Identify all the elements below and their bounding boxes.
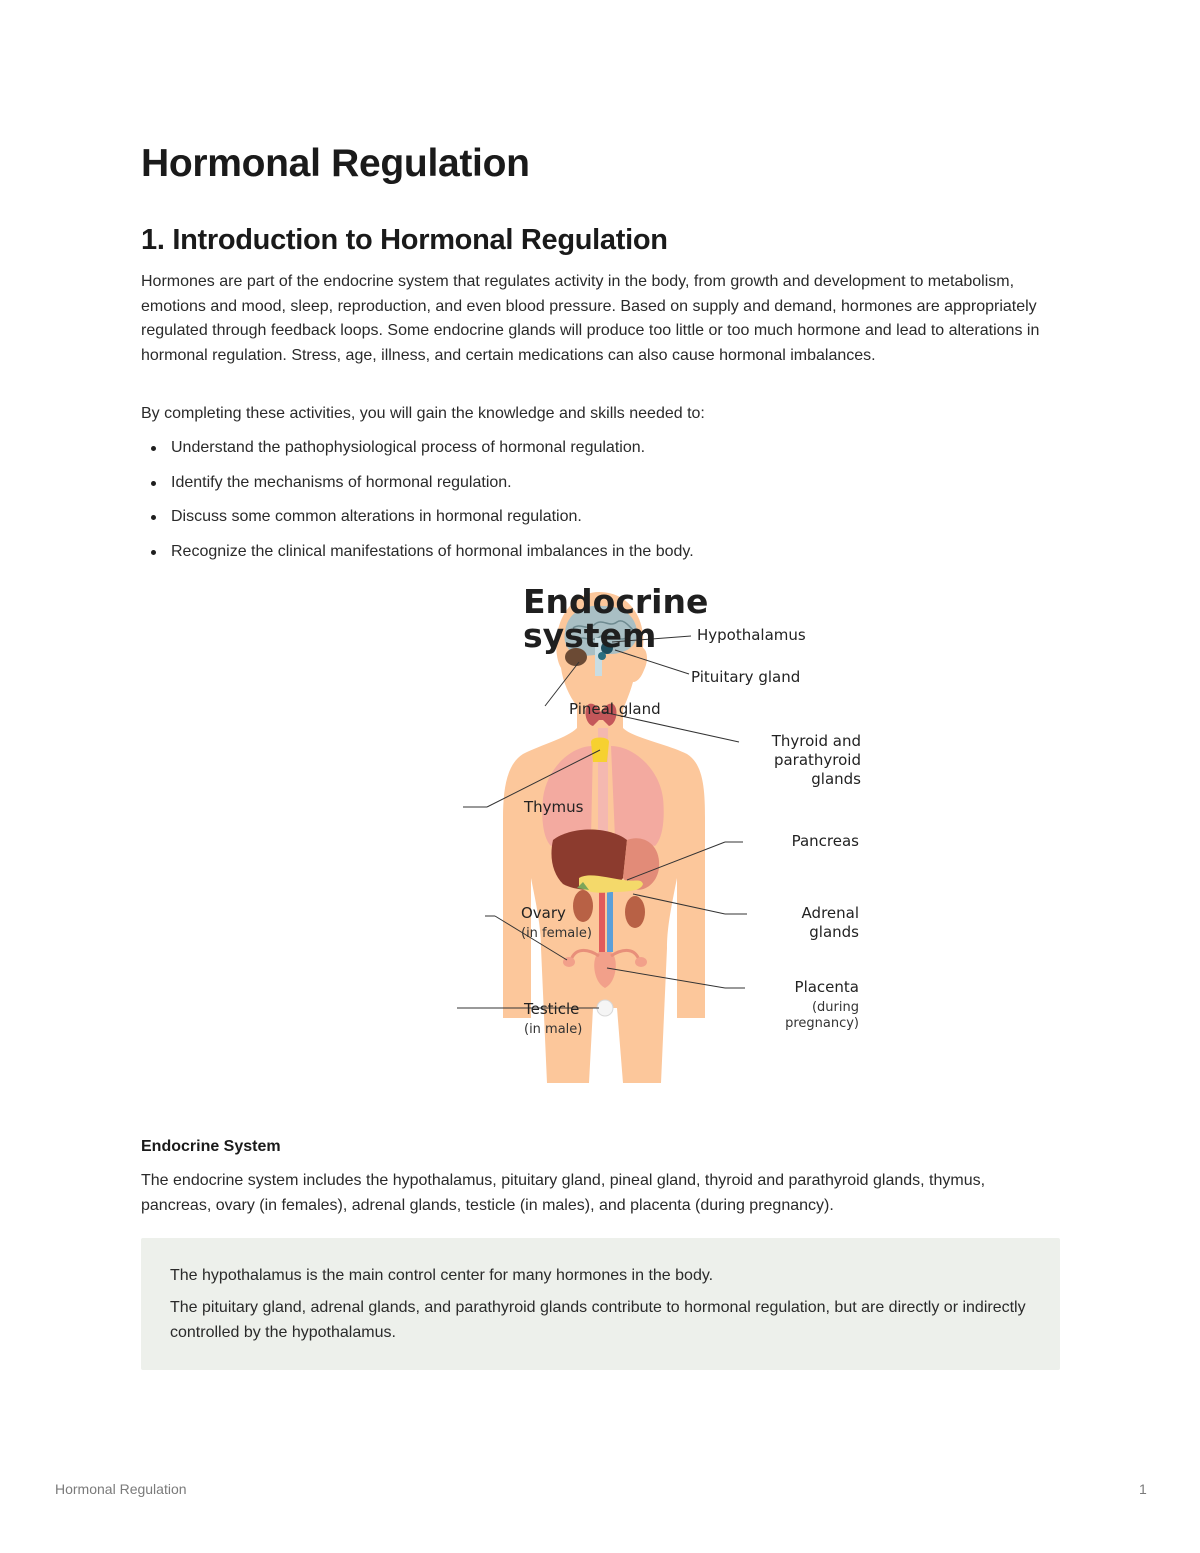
label-hypothalamus: Hypothalamus [697, 626, 806, 644]
label-placenta-note-2: pregnancy) [785, 1016, 859, 1031]
label-thyroid-3: glands [811, 770, 861, 788]
figure-title-line2: system [523, 616, 657, 655]
label-testicle-note: (in male) [524, 1022, 583, 1037]
testicle [597, 1000, 613, 1016]
callout-line-1: The hypothalamus is the main control center for many hormones in the body. [170, 1267, 714, 1284]
footer-page-number: 1 [1139, 1481, 1147, 1497]
vena-cava [607, 892, 613, 952]
label-pancreas: Pancreas [791, 832, 859, 850]
kidney-right [625, 896, 645, 928]
label-ovary: Ovary [521, 904, 566, 922]
list-item [141, 540, 694, 575]
bullet-icon [151, 481, 156, 486]
endocrine-system-subheading: Endocrine System [141, 1138, 281, 1155]
label-adrenal-1: Adrenal [801, 904, 859, 922]
objective-text: Understand the pathophysiological process of hormonal regulation. [171, 439, 646, 456]
label-pituitary: Pituitary gland [691, 668, 801, 686]
thymus [591, 738, 609, 763]
list-item [141, 436, 694, 471]
objectives-list [141, 436, 694, 574]
figure-title-line1: Endocrine [523, 582, 709, 621]
document-title: Hormonal Regulation [141, 142, 530, 185]
intro-paragraph: Hormones are part of the endocrine system that regulates activity in the body, from growth and development to metabolism, emotions and mood, sleep, reproduction, and even blood pressure. Based on supply and demand, hormones are appropriately regulated through feedback loops. Some endocrine glands will produce too little or too much hormone and lead to alterations in hormonal regulation. Stress, age, illness, and certain medications can also cause hormonal imbalances. [141, 273, 1040, 364]
label-ovary-note: (in female) [521, 926, 592, 941]
footer-title: Hormonal Regulation [55, 1481, 187, 1497]
endocrine-system-figure [371, 578, 861, 1083]
aorta [599, 892, 605, 952]
kidney-left [573, 890, 593, 922]
label-thyroid-2: parathyroid [773, 751, 861, 769]
objective-text: Identify the mechanisms of hormonal regulation. [171, 473, 512, 491]
label-pineal: Pineal gland [569, 700, 661, 718]
label-placenta: Placenta [794, 978, 859, 996]
list-item [141, 505, 694, 540]
label-testicle: Testicle [524, 1000, 580, 1018]
objectives-lead: By completing these activities, you will gain the knowledge and skills needed to: [141, 405, 705, 422]
label-thymus: Thymus [524, 798, 584, 816]
section-heading: 1. Introduction to Hormonal Regulation [141, 224, 668, 256]
label-placenta-note-1: (during [811, 1000, 859, 1015]
label-adrenal-2: glands [809, 923, 859, 941]
objective-text: Recognize the clinical manifestations of hormonal imbalances in the body. [171, 542, 694, 560]
list-item [141, 471, 694, 506]
endocrine-system-paragraph: The endocrine system includes the hypothalamus, pituitary gland, pineal gland, thyroid and parathyroid glands, thymus, pancreas, ovary (in females), adrenal glands, testicle (in males), and placenta (during pregnancy). [141, 1172, 986, 1214]
bullet-icon [151, 446, 156, 451]
label-thyroid-1: Thyroid and [771, 732, 861, 750]
objective-text: Discuss some common alterations in hormonal regulation. [171, 508, 582, 525]
callout-box [141, 1238, 1060, 1370]
bullet-icon [151, 515, 156, 520]
callout-line-2: The pituitary gland, adrenal glands, and parathyroid glands contribute to hormonal regulation, but are directly or indirectly controlled by the hypothalamus. [170, 1299, 1026, 1341]
bullet-icon [151, 550, 156, 555]
